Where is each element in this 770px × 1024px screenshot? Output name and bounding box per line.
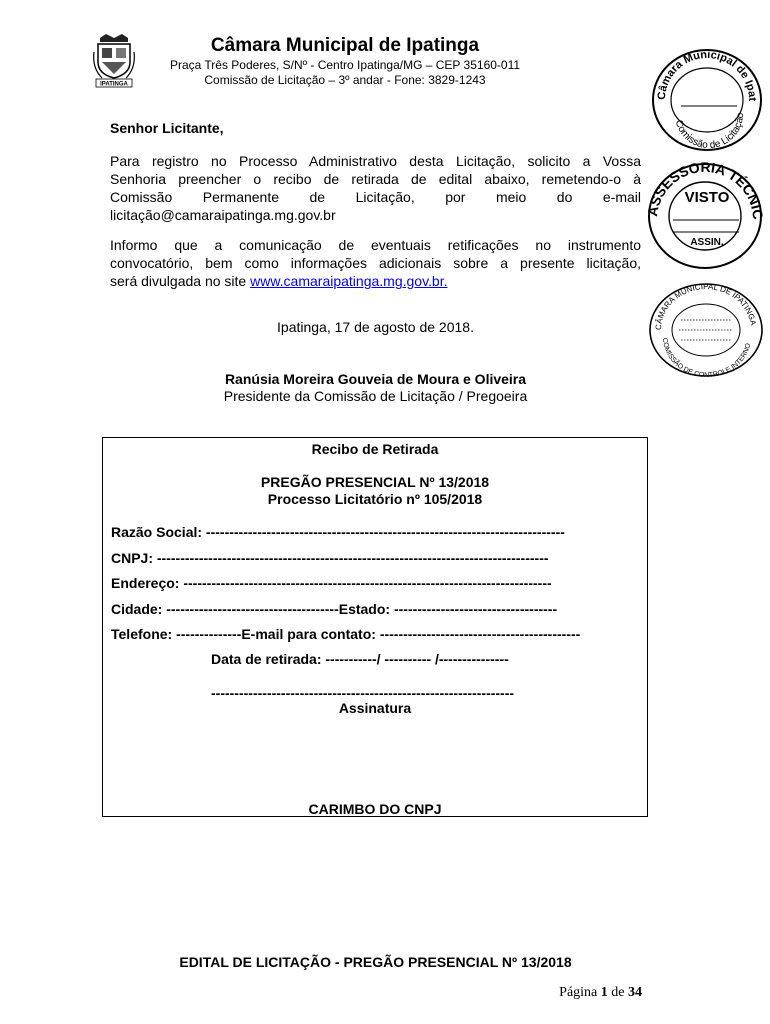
field-data-retirada: Data de retirada: -----------/ ---------- /--------------- — [211, 651, 509, 667]
field-endereco: Endereço: ------------------------------------------------------------------------------- — [111, 575, 552, 591]
paragraph-line: Para registro no Processo Administrativo desta Licitação, solicito a Vossa — [110, 153, 641, 169]
stamp2-top-text: ASSESSORIA TÉCNIC — [644, 160, 765, 221]
field-cnpj: CNPJ: ------------------------------------------------------------------------------------ — [111, 550, 549, 566]
stamp2-bottom-text: ASSIN. — [690, 237, 724, 248]
page-of: de — [607, 985, 628, 1000]
organization-contact: Comissão de Licitação – 3º andar - Fone: 3829-1243 — [204, 73, 486, 87]
signature-line: ----------------------------------------------------------------- — [211, 685, 515, 701]
stamp2-center-text: VISTO — [684, 189, 730, 206]
paragraph-line: Informo que a comunicação de eventuais retificações no instrumento — [110, 237, 641, 253]
internal-control-stamp — [645, 280, 767, 380]
paragraph-registration-request — [110, 152, 641, 224]
receipt-pregao-number: PREGÃO PRESENCIAL Nº 13/2018 — [260, 474, 490, 490]
paragraph-line-text: será divulgada no site — [110, 273, 251, 289]
field-razao-social: Razão Social: ----------------------------------------------------------------------------- — [111, 524, 565, 540]
signer-role: Presidente da Comissão de Licitação / Pregoeira — [223, 388, 528, 404]
stamp3-bottom-text: COMISSÃO DE CONTROLE INTERNO — [660, 337, 753, 380]
paragraph-publication-notice — [110, 236, 641, 290]
commission-stamp — [645, 42, 765, 152]
cnpj-stamp-label: CARIMBO DO CNPJ — [308, 801, 442, 817]
receipt-process-number: Processo Licitatório nº 105/2018 — [267, 491, 483, 507]
page-total: 34 — [628, 985, 642, 1000]
field-telefone-email: Telefone: --------------E-mail para contato: ------------------------------------------- — [111, 626, 581, 642]
paragraph-line: convocatório, bem como informações adicionais sobre a presente licitação, — [110, 255, 641, 271]
organization-title: Câmara Municipal de Ipatinga — [210, 35, 480, 56]
svg-text:COMISSÃO DE CONTROLE INTERNO — [661, 337, 753, 379]
signer-name: Ranúsia Moreira Gouveia de Moura e Oliveira — [224, 371, 527, 387]
site-link[interactable]: www.camaraipatinga.mg.gov.br. — [250, 273, 448, 289]
page-prefix: Página — [559, 985, 601, 1000]
paragraph-line — [110, 272, 641, 290]
contact-email: licitação@camaraipatinga.mg.gov.br — [110, 207, 336, 223]
organization-address: Praça Três Poderes, S/Nº - Centro Ipatinga/MG – CEP 35160-011 — [169, 58, 521, 72]
receipt-title: Recibo de Retirada — [311, 441, 439, 457]
stamp1-top-text: Câmara Municipal de Ipat — [655, 48, 759, 102]
svg-text:CÂMARA MUNICIPAL DE IPATINGA — [654, 282, 758, 330]
greeting: Senhor Licitante, — [110, 120, 224, 136]
footer-title: EDITAL DE LICITAÇÃO - PREGÃO PRESENCIAL Nº 13/2018 — [179, 954, 572, 970]
municipal-crest-logo — [92, 32, 136, 88]
crest-label: IPATINGA — [100, 81, 128, 88]
date-line: Ipatinga, 17 de agosto de 2018. — [277, 319, 474, 335]
signature-label: Assinatura — [338, 700, 412, 716]
receipt-form-box — [102, 437, 648, 817]
paragraph-line: Senhoria preencher o recibo de retirada de edital abaixo, remetendo-o à — [110, 171, 641, 187]
technical-advisory-stamp — [643, 160, 765, 270]
paragraph-line: Comissão Permanente de Licitação, por meio do e-mail — [110, 189, 641, 205]
stamp1-bottom-text: Comissão de Licitação — [672, 112, 747, 152]
field-cidade-estado: Cidade: -------------------------------------Estado: ----------------------------------- — [111, 601, 558, 617]
stamp3-top-text: CÂMARA MUNICIPAL DE IPATINGA — [653, 282, 758, 331]
page-number — [470, 985, 642, 1001]
page-current: 1 — [600, 985, 608, 1000]
